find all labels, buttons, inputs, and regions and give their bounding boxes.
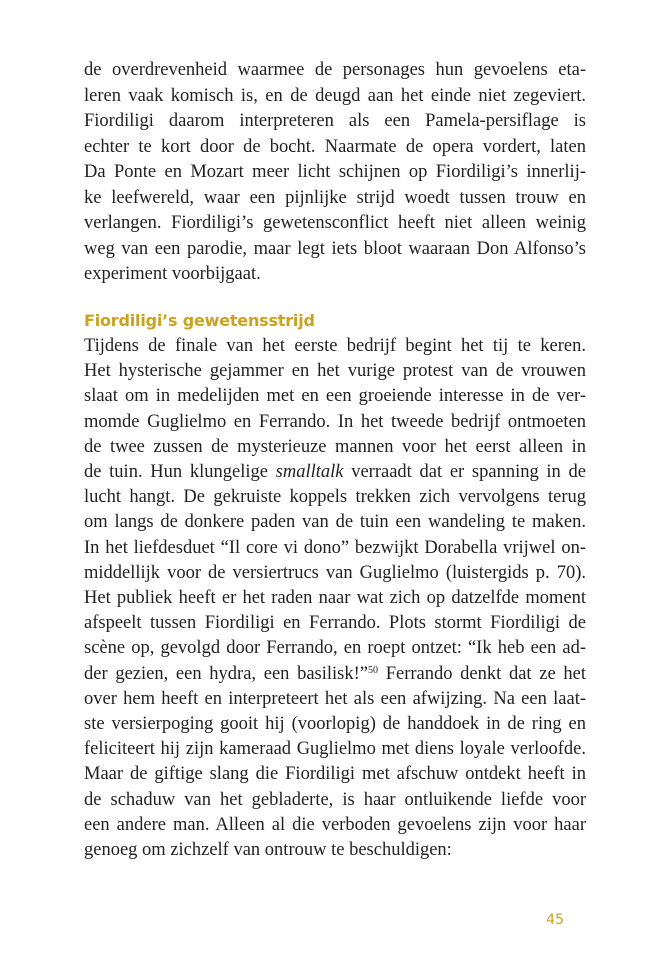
- text-line: slaat om in medelijden met en een groeiende interesse in de ver-: [84, 386, 586, 407]
- text-line: afspeelt tussen Fiordiligi en Ferrando. Plots stormt Fiordiligi de: [84, 613, 586, 634]
- text-line: middellijk voor de versiertrucs van Guglielmo (luistergids p. 70).: [84, 562, 586, 583]
- section-heading: Fiordiligi’s gewetensstrijd: [84, 311, 315, 330]
- text-line: experiment voorbijgaat.: [84, 264, 261, 284]
- text-line: een andere man. Alleen al die verboden gevoelens zijn voor haar: [84, 814, 586, 835]
- text-span: der gezien, een hydra, een basilisk!”: [84, 663, 368, 684]
- text-span: verraadt dat er spanning in de: [343, 462, 586, 482]
- footnote-marker[interactable]: 50: [368, 664, 378, 676]
- text-line: Tijdens de finale van het eerste bedrijf begint het tij te keren.: [84, 336, 586, 356]
- text-line: genoeg om zichzelf van ontrouw te beschuldigen:: [84, 840, 452, 860]
- text-line: In het liefdesduet “Il core vi dono” bezwijkt Dorabella vrijwel on-: [84, 537, 586, 558]
- text-line: ke leefwereld, waar een pijnlijke strijd woedt tussen trouw en: [84, 187, 586, 208]
- text-line: Maar de giftige slang die Fiordiligi met afschuw ontdekt heeft in: [84, 764, 586, 785]
- text-line: leren vaak komisch is, en de deugd aan het einde niet zegeviert.: [84, 85, 586, 106]
- text-span: Ferrando denkt dat ze het: [378, 663, 586, 684]
- text-line: feliciteert hij zijn kameraad Guglielmo met diens loyale verloofde.: [84, 739, 586, 760]
- text-line: de twee zussen de mysterieuze mannen voor het eerst alleen in: [84, 436, 586, 457]
- text-line: lucht hangt. De gekruiste koppels trekken zich vervolgens terug: [84, 487, 586, 508]
- page-number: 45: [546, 912, 564, 928]
- text-line: echter te kort door de bocht. Naarmate de opera vordert, laten: [84, 136, 586, 157]
- text-span: de tuin. Hun klungelige: [84, 462, 276, 482]
- text-line: ste versierpoging gooit hij (voorlopig) de handdoek in de ring en: [84, 714, 586, 734]
- text-line: Het publiek heeft er het raden naar wat zich op datzelfde moment: [84, 588, 586, 608]
- text-line: [84, 661, 586, 687]
- text-line: om langs de donkere paden van de tuin een wandeling te maken.: [84, 512, 586, 533]
- text-line: Het hysterische gejammer en het vurige protest van de vrouwen: [84, 361, 586, 382]
- text-line: de overdrevenheid waarmee de personages hun gevoelens eta-: [84, 60, 586, 80]
- text-line: Da Ponte en Mozart meer licht schijnen op Fiordiligi’s innerlij-: [84, 162, 586, 182]
- text-line: de schaduw van het gebladerte, is haar ontluikende liefde voor: [84, 789, 586, 810]
- text-line: Fiordiligi daarom interpreteren als een Pamela-persiflage is: [84, 111, 586, 131]
- text-line: momde Guglielmo en Ferrando. In het tweede bedrijf ontmoeten: [84, 411, 586, 432]
- text-line: verlangen. Fiordiligi’s gewetensconflict heeft niet alleen weinig: [84, 213, 586, 233]
- italic-term: smalltalk: [275, 462, 344, 482]
- text-line: scène op, gevolgd door Ferrando, en roept ontzet: “Ik heb een ad-: [84, 638, 586, 659]
- text-line: over hem heeft en interpreteert het als een afwijzing. Na een laat-: [84, 688, 586, 709]
- text-line: [84, 459, 586, 485]
- text-line: weg van een parodie, maar legt iets bloot waaraan Don Alfonso’s: [84, 238, 586, 259]
